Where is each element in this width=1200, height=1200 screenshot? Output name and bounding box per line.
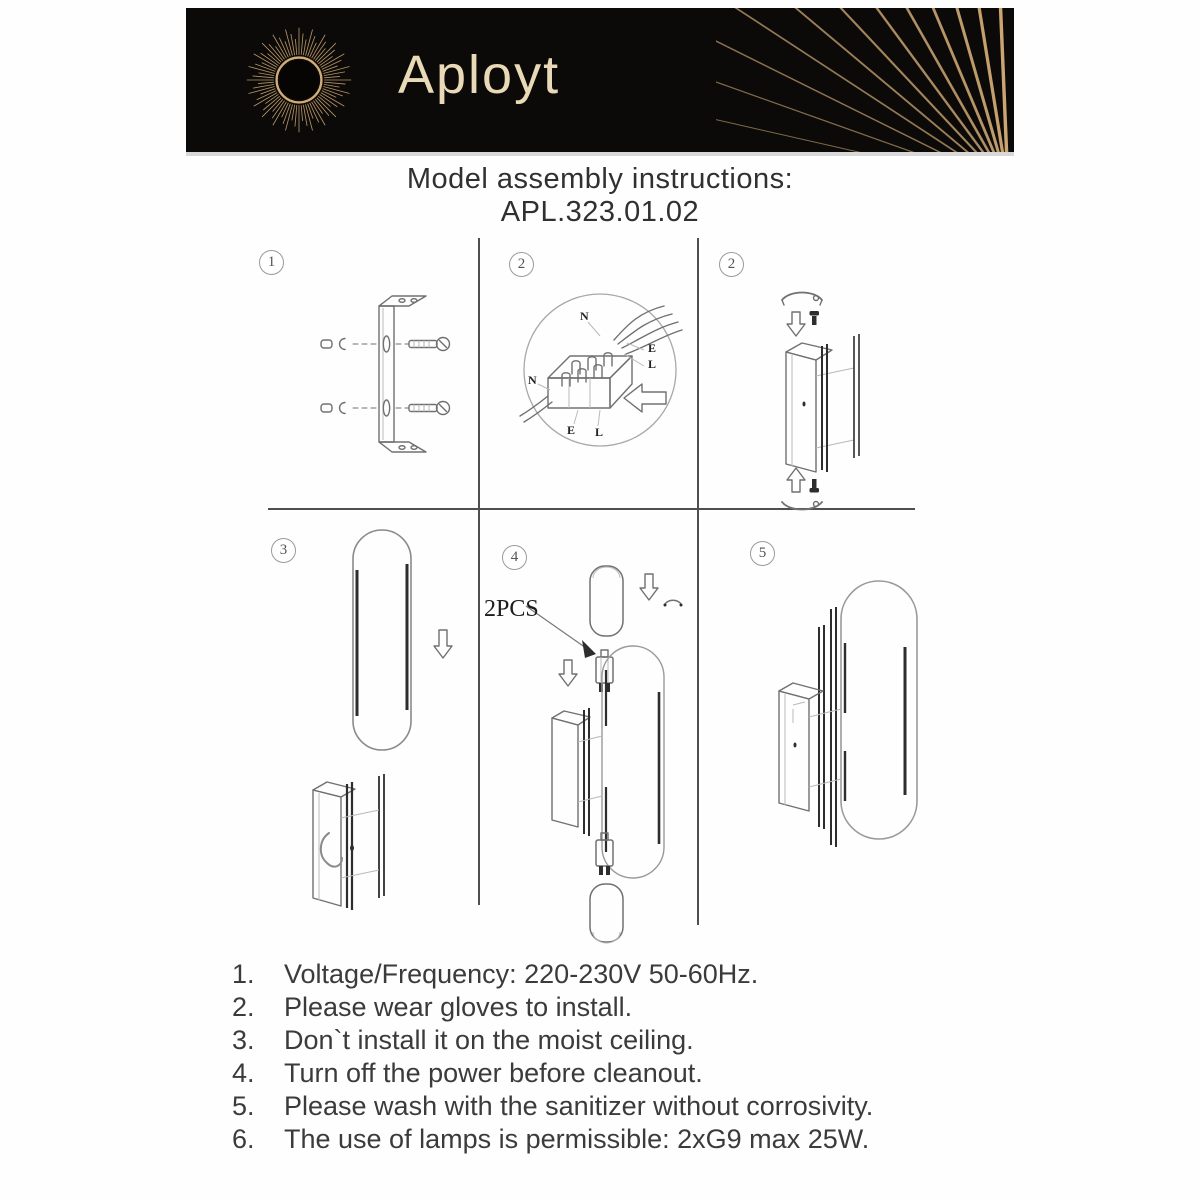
cable-icon bbox=[321, 833, 342, 867]
wire-label-e-right: E bbox=[648, 341, 657, 355]
step5-assembled-diagram bbox=[735, 555, 960, 895]
down-arrow-icon bbox=[434, 630, 452, 658]
oval-ring-icon bbox=[602, 646, 664, 878]
grid-divider-vertical-1 bbox=[478, 238, 480, 905]
grid-divider-vertical-2 bbox=[697, 238, 699, 925]
instruction-item: 5. Please wash with the sanitizer without corrosivity. bbox=[232, 1091, 874, 1121]
brand-name: Aployt bbox=[398, 45, 561, 105]
ray-decoration-icon bbox=[716, 8, 1014, 152]
quantity-label: 2PCS bbox=[484, 596, 539, 622]
instruction-item: 4. Turn off the power before cleanout. bbox=[232, 1058, 703, 1088]
wire-label-n-top: N bbox=[580, 309, 589, 323]
glass-tube-icon bbox=[590, 566, 623, 636]
mounting-bracket-icon bbox=[379, 296, 426, 452]
lamp-rods-icon bbox=[819, 607, 836, 847]
step-badge-4: 4 bbox=[502, 545, 527, 570]
end-cap-icon bbox=[782, 502, 822, 510]
step2-wiring-diagram bbox=[512, 278, 688, 458]
screw-small-icon bbox=[810, 479, 820, 493]
down-arrow-icon bbox=[640, 574, 658, 600]
step-badge-2b: 2 bbox=[719, 252, 744, 277]
end-cap-icon bbox=[782, 293, 822, 306]
oval-ring-icon bbox=[841, 581, 917, 839]
down-arrow-icon bbox=[559, 660, 577, 686]
screw-small-icon bbox=[810, 311, 820, 325]
terminal-block-icon bbox=[548, 353, 632, 408]
wall-anchor-icon bbox=[321, 339, 377, 414]
step2-mounting-diagram bbox=[742, 272, 932, 512]
step1-bracket-diagram bbox=[295, 282, 470, 467]
wire-label-l-right: L bbox=[648, 357, 657, 371]
lamp-body-icon bbox=[552, 708, 602, 836]
page-title: Model assembly instructions: bbox=[406, 163, 794, 195]
step-badge-3: 3 bbox=[271, 538, 296, 563]
brand-banner bbox=[186, 8, 1014, 156]
instruction-item: 6. The use of lamps is permissible: 2xG9 max 25W. bbox=[232, 1124, 870, 1154]
wire-label-e-bottom: E bbox=[567, 423, 576, 437]
step-badge-1: 1 bbox=[259, 250, 284, 275]
lamp-body-icon bbox=[786, 334, 859, 472]
wire-label-l-bottom: L bbox=[595, 425, 604, 439]
model-number: APL.323.01.02 bbox=[500, 196, 700, 228]
step-badge-2a: 2 bbox=[509, 252, 534, 277]
screw-icon bbox=[396, 338, 450, 415]
clip-icon bbox=[664, 600, 683, 606]
lamp-body-icon bbox=[313, 774, 384, 910]
instruction-list bbox=[232, 958, 873, 1156]
leader-arrowhead-icon bbox=[582, 640, 596, 658]
instruction-item: 3. Don`t install it on the moist ceiling. bbox=[232, 1025, 694, 1055]
instruction-item: 2. Please wear gloves to install. bbox=[232, 992, 633, 1022]
glass-tube-icon bbox=[590, 884, 623, 943]
step3-ring-diagram bbox=[255, 518, 470, 918]
title-block bbox=[0, 163, 1200, 229]
instruction-item: 1. Voltage/Frequency: 220-230V 50-60Hz. bbox=[232, 959, 759, 989]
oval-ring-icon bbox=[353, 530, 411, 750]
step-badge-5: 5 bbox=[750, 541, 775, 566]
insert-arrow-icon bbox=[624, 384, 666, 412]
down-arrow-icon bbox=[787, 312, 805, 336]
sunburst-logo-icon bbox=[243, 24, 355, 136]
wire-label-n-left: N bbox=[528, 373, 537, 387]
up-arrow-icon bbox=[787, 468, 805, 492]
